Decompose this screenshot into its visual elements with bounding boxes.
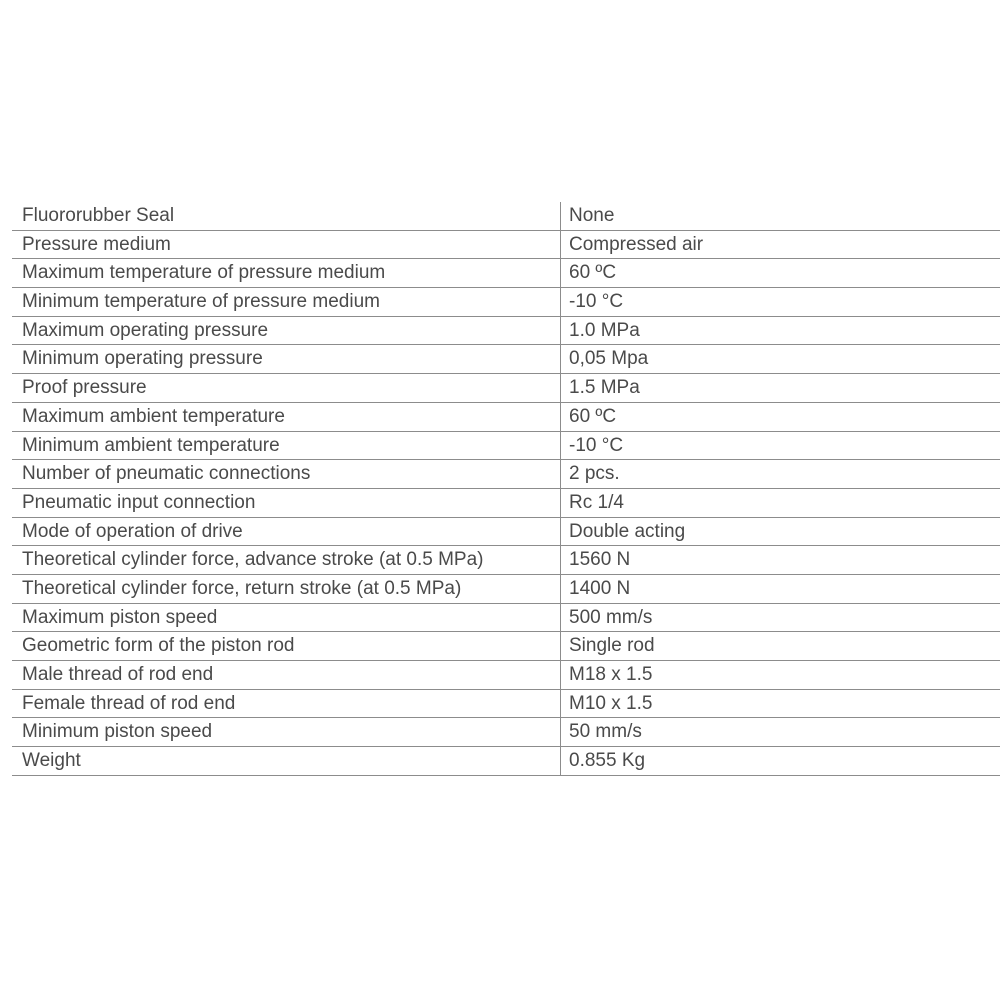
spec-value: Compressed air bbox=[569, 233, 704, 255]
spec-label: Theoretical cylinder force, return stroke (at 0.5 MPa) bbox=[12, 575, 561, 603]
spec-value: 60 ºC bbox=[569, 262, 617, 284]
spec-label: Minimum operating pressure bbox=[12, 345, 561, 373]
table-row bbox=[12, 460, 1000, 489]
spec-label: Fluororubber Seal bbox=[12, 202, 561, 230]
table-row bbox=[12, 718, 1000, 747]
spec-value: -10 °C bbox=[569, 434, 624, 456]
table-row bbox=[12, 489, 1000, 518]
spec-value: -10 °C bbox=[569, 291, 624, 313]
spec-label: Geometric form of the piston rod bbox=[12, 632, 561, 660]
spec-label: Proof pressure bbox=[12, 374, 561, 402]
spec-label: Minimum temperature of pressure medium bbox=[12, 288, 561, 316]
table-row bbox=[12, 432, 1000, 461]
spec-value: Single rod bbox=[569, 635, 655, 657]
table-row bbox=[12, 575, 1000, 604]
spec-value: M10 x 1.5 bbox=[569, 692, 653, 714]
table-row bbox=[12, 288, 1000, 317]
spec-label: Pneumatic input connection bbox=[12, 489, 561, 517]
spec-value: 1.5 MPa bbox=[569, 377, 640, 399]
spec-label: Maximum ambient temperature bbox=[12, 403, 561, 431]
spec-value: 0,05 Mpa bbox=[569, 348, 649, 370]
table-row bbox=[12, 374, 1000, 403]
spec-label: Maximum temperature of pressure medium bbox=[12, 259, 561, 287]
spec-value: M18 x 1.5 bbox=[569, 664, 653, 685]
spec-label: Theoretical cylinder force, advance stroke (at 0.5 MPa) bbox=[12, 546, 561, 574]
table-row bbox=[12, 202, 1000, 231]
spec-label: Female thread of rod end bbox=[12, 690, 561, 718]
spec-label: Pressure medium bbox=[12, 231, 561, 259]
spec-label: Maximum piston speed bbox=[12, 604, 561, 632]
spec-table bbox=[12, 202, 1000, 776]
table-row bbox=[12, 403, 1000, 432]
spec-value: 2 pcs. bbox=[569, 463, 620, 485]
spec-value: 500 mm/s bbox=[569, 606, 653, 628]
spec-value: Rc 1/4 bbox=[569, 491, 624, 513]
table-row bbox=[12, 518, 1000, 547]
spec-label: Minimum piston speed bbox=[12, 718, 561, 746]
table-row bbox=[12, 259, 1000, 288]
spec-label: Mode of operation of drive bbox=[12, 518, 561, 546]
table-row bbox=[12, 604, 1000, 633]
spec-value: 60 ºC bbox=[569, 405, 617, 427]
spec-label: Minimum ambient temperature bbox=[12, 432, 561, 460]
spec-label: Weight bbox=[12, 747, 561, 775]
table-row bbox=[12, 632, 1000, 661]
spec-value: 1.0 MPa bbox=[569, 319, 640, 341]
table-row bbox=[12, 231, 1000, 260]
table-row bbox=[12, 317, 1000, 346]
spec-label: Number of pneumatic connections bbox=[12, 460, 561, 488]
table-row bbox=[12, 661, 1000, 690]
table-row bbox=[12, 690, 1000, 719]
spec-value: 1400 N bbox=[569, 577, 631, 599]
table-row bbox=[12, 747, 1000, 776]
spec-value: Double acting bbox=[569, 520, 686, 542]
spec-value: 0.855 Kg bbox=[569, 750, 646, 772]
spec-label: Male thread of rod end bbox=[12, 661, 561, 689]
spec-value: None bbox=[569, 205, 615, 226]
spec-value: 1560 N bbox=[569, 549, 631, 571]
spec-value: 50 mm/s bbox=[569, 721, 642, 743]
table-row bbox=[12, 546, 1000, 575]
spec-label: Maximum operating pressure bbox=[12, 317, 561, 345]
table-row bbox=[12, 345, 1000, 374]
